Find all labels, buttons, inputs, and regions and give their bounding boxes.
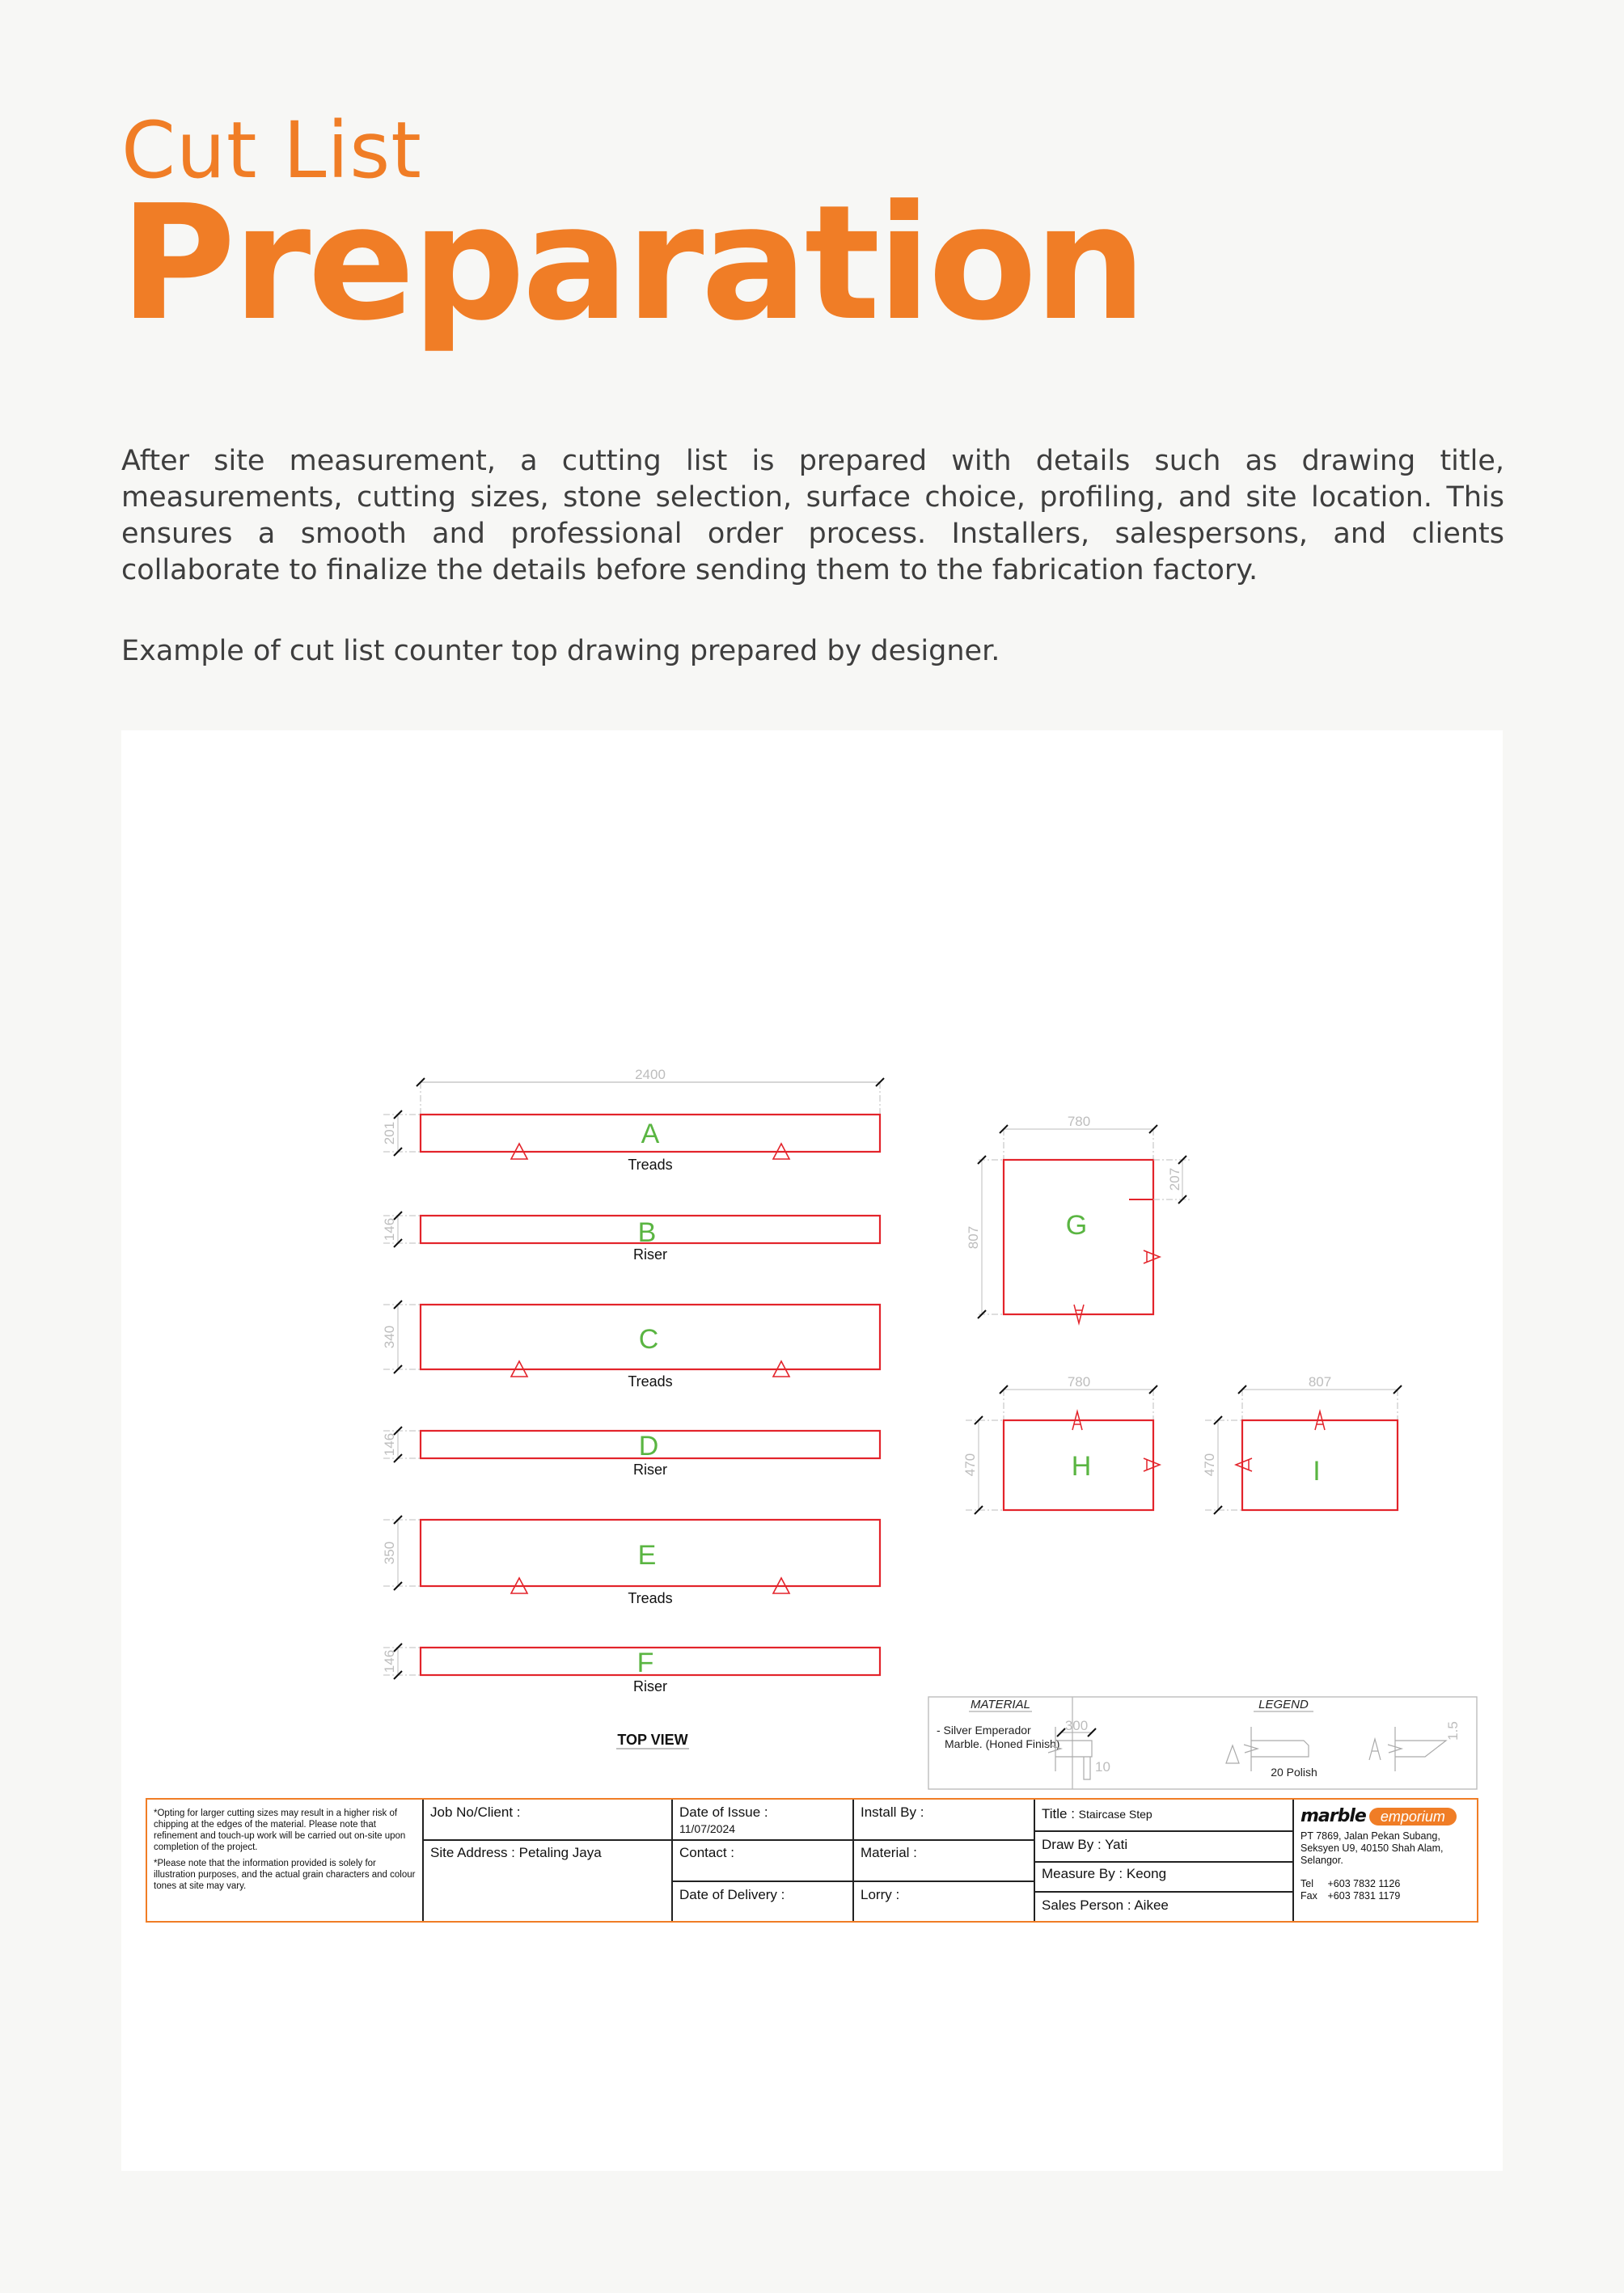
strip-a-label: Treads [628,1157,673,1173]
overall-width-label: 2400 [635,1067,666,1082]
fax-line [1300,1890,1470,1902]
legend-dim-10: 10 [1095,1759,1110,1775]
strip-a [382,1111,880,1173]
strip-e-label: Treads [628,1590,673,1606]
intro-paragraph: After site measurement, a cutting list is prepared with details such as drawing title, measurements, cutting sizes, stone selection, surface choice, profiling, and site location. This ensures a smooth and professional order process. Installers, salespersons, and clients collaborate to finalize the details before sending them to the fabrication factory. [121,445,1504,586]
material-line-1: - Silver Emperador [937,1724,1031,1737]
panel-g [966,1114,1192,1323]
title-block [146,1798,1478,1923]
lorry: Lorry : [861,1887,900,1902]
strip-b-height: 146 [382,1217,397,1242]
strip-e-height: 350 [382,1541,397,1565]
strip-a-letter: A [641,1119,660,1149]
fax-value: +603 7831 1179 [1327,1890,1401,1902]
logo-pill: emporium [1369,1808,1457,1826]
legend-dim-1-5: 1.5 [1445,1721,1461,1741]
panel-g-width: 780 [1067,1114,1091,1129]
panel-i-height: 470 [1202,1453,1217,1477]
strip-d-height: 146 [382,1432,397,1457]
page-subtitle: Cut List [121,105,422,196]
figure-caption: Example of cut list counter top drawing prepared by designer. [121,635,1000,667]
contact: Contact : [679,1845,735,1860]
company-logo [1300,1808,1470,1826]
strip-c-label: Treads [628,1373,673,1390]
cut-list-drawing [121,730,1503,2171]
strip-d-label: Riser [632,1462,668,1478]
panel-h-height: 470 [962,1453,978,1477]
tel-label: Tel [1300,1878,1313,1889]
material-legend-box [928,1697,1477,1789]
phone-line [1300,1878,1470,1890]
panel-g-letter: G [1065,1210,1088,1241]
company-info [1294,1804,1477,1906]
legend-polish-label: 20 Polish [1271,1766,1317,1779]
drawing-title [1035,1803,1292,1826]
material-heading: MATERIAL [971,1698,1030,1711]
material: Material : [861,1845,917,1860]
strip-e-letter: E [637,1540,657,1571]
panel-h-letter: H [1071,1451,1092,1482]
strip-c [382,1301,880,1390]
logo-word: marble [1300,1806,1366,1826]
overall-width-dimension [417,1067,884,1115]
strip-f-letter: F [636,1648,654,1678]
note-2: *Please note that the information provided is solely for illustration purposes, and the actual grain characters and colour tones at site may vary. [154,1859,416,1891]
date-of-issue-label: Date of Issue : [679,1804,768,1820]
draw-by: Draw By : Yati [1042,1837,1128,1852]
panel-h [962,1374,1160,1514]
profile-a-marker-icon [1144,1458,1160,1471]
strip-b [382,1212,880,1263]
strip-f-height: 146 [382,1649,397,1673]
profile-a-marker-icon [1144,1250,1160,1263]
panel-i [1202,1374,1402,1514]
panel-h-width: 780 [1067,1374,1091,1390]
panel-g-height: 807 [966,1225,981,1250]
strip-d [382,1427,880,1478]
sales-person: Sales Person : Aikee [1042,1897,1169,1913]
strip-c-letter: C [638,1324,659,1355]
top-view-label: TOP VIEW [617,1732,688,1748]
strip-d-letter: D [638,1431,659,1462]
address-line-3: Selangor. [1300,1855,1343,1866]
site-address: Site Address : Petaling Jaya [430,1845,602,1860]
fax-label: Fax [1300,1890,1317,1902]
strip-f [382,1644,880,1694]
address-line-1: PT 7869, Jalan Pekan Subang, [1300,1830,1440,1842]
material-line-2: Marble. (Honed Finish) [945,1737,1060,1750]
page-title: Preparation [120,171,1144,356]
tel-value: +603 7832 1126 [1327,1878,1401,1889]
panel-i-letter: I [1313,1456,1321,1487]
strip-c-height: 340 [382,1325,397,1349]
date-of-delivery: Date of Delivery : [679,1887,785,1902]
panel-i-width: 807 [1308,1374,1332,1390]
strip-b-letter: B [637,1217,657,1248]
install-by: Install By : [861,1804,924,1820]
address-line-2: Seksyen U9, 40150 Shah Alam, [1300,1842,1444,1854]
title-label: Title : [1042,1806,1075,1821]
measure-by: Measure By : Keong [1042,1866,1167,1881]
date-of-issue [673,1801,852,1840]
strip-e [382,1516,880,1606]
panel-g-notch: 207 [1167,1167,1182,1191]
legend-heading: LEGEND [1258,1698,1309,1711]
disclaimer-notes [147,1800,424,1921]
date-of-issue-value: 11/07/2024 [679,1822,736,1835]
strip-b-label: Riser [632,1246,668,1263]
note-1: *Opting for larger cutting sizes may result in a higher risk of chipping at the edges of the material. Please note that refinement and touch-up work will be carried out on-site upon completion of the project. [154,1809,406,1852]
drawing-panel [121,730,1503,2171]
title-value: Staircase Step [1078,1808,1152,1821]
legend-dim-300: 300 [1064,1718,1089,1733]
profile-a-marker-icon [1236,1458,1252,1471]
strip-a-height: 201 [382,1121,397,1145]
strip-f-label: Riser [632,1678,668,1694]
job-no-client: Job No/Client : [430,1804,521,1820]
